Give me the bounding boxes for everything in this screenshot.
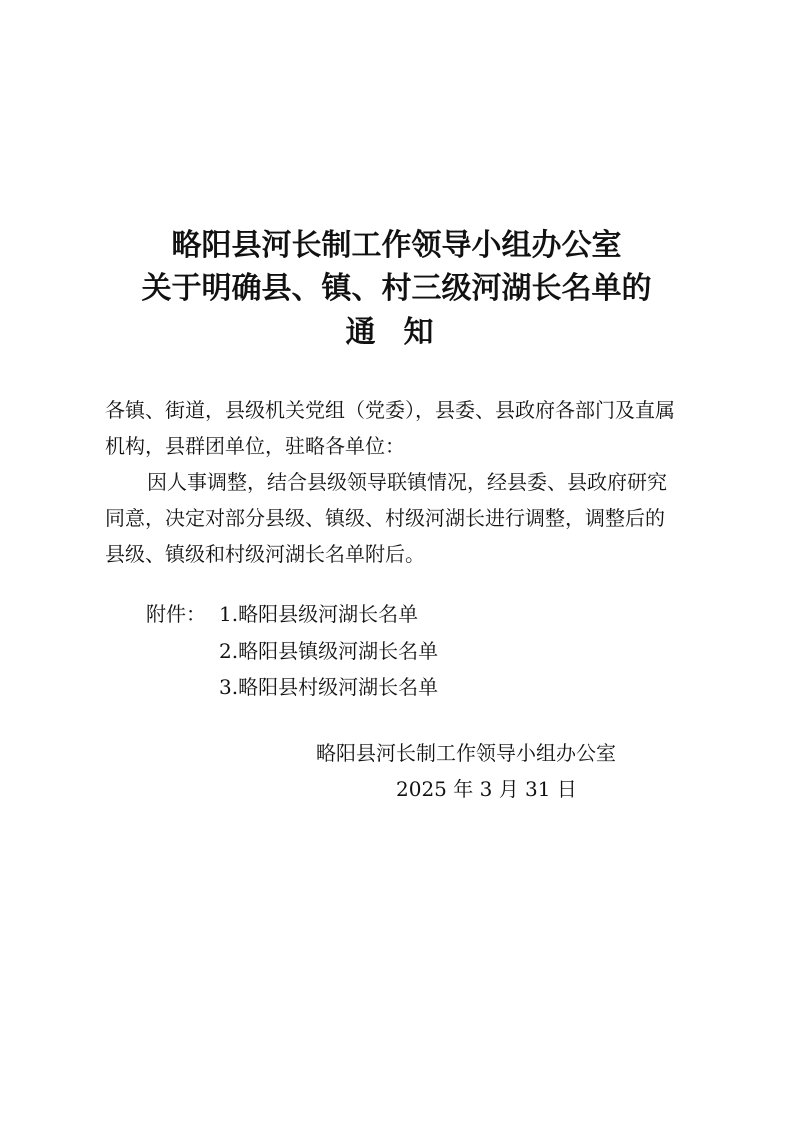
- document-title-line1: 略阳县河长制工作领导小组办公室: [171, 228, 622, 263]
- document-title-line2: 关于明确县、镇、村三级河湖长名单的: [141, 271, 652, 306]
- addressee-line2: 机构，县群团单位，驻略各单位：: [105, 434, 405, 458]
- attachment-item-1: 1.略阳县级河湖长名单: [219, 602, 419, 626]
- addressee: [105, 392, 715, 464]
- document-title-line3: 通知: [345, 315, 462, 350]
- body-line1: 因人事调整，结合县级领导联镇情况，经县委、县政府研究: [147, 470, 667, 494]
- signature-org: 略阳县河长制工作领导小组办公室: [316, 741, 616, 765]
- body-paragraph: [105, 464, 715, 572]
- signature-date: 2025 年 3 月 31 日: [396, 777, 577, 801]
- attachment-item-3: 3.略阳县村级河湖长名单: [219, 675, 439, 699]
- attachment-label: 附件：: [146, 602, 206, 626]
- attachment-item-2: 2.略阳县镇级河湖长名单: [219, 639, 439, 663]
- body-line2: 同意，决定对部分县级、镇级、村级河湖长进行调整，调整后的: [105, 506, 665, 530]
- addressee-line1: 各镇、街道，县级机关党组（党委），县委、县政府各部门及直属: [105, 398, 675, 422]
- body-line3: 县级、镇级和村级河湖长名单附后。: [105, 542, 425, 566]
